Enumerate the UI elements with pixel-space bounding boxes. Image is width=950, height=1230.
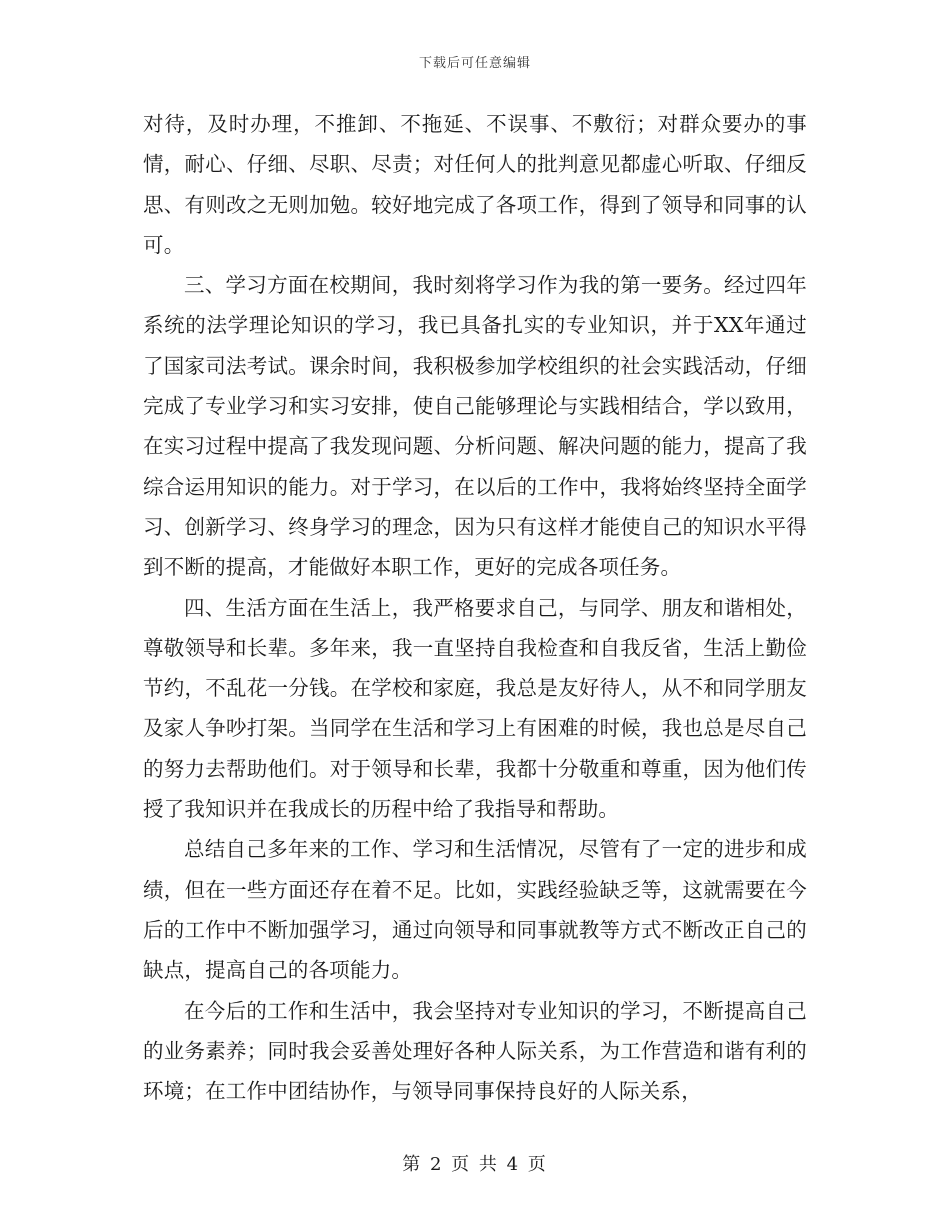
document-body xyxy=(143,104,807,1111)
paragraph-study: 三、学习方面在校期间，我时刻将学习作为我的第一要务。经过四年系统的法学理论知识的学习，我已具备扎实的专业知识，并于XX年通过了国家司法考试。课余时间，我积极参加学校组织的社会实践活动，仔细完成了专业学习和实习安排，使自己能够理论与实践相结合，学以致用，在实习过程中提高了我发现问题、分析问题、解决问题的能力，提高了我综合运用知识的能力。对于学习，在以后的工作中，我将始终坚持全面学习、创新学习、终身学习的理念，因为只有这样才能使自己的知识水平得到不断的提高，才能做好本职工作，更好的完成各项任务。 xyxy=(143,273,807,580)
page-number-footer: 第 2 页 共 4 页 xyxy=(402,1154,548,1175)
paragraph-future: 在今后的工作和生活中，我会坚持对专业知识的学习，不断提高自己的业务素养；同时我会妥善处理好各种人际关系，为工作营造和谐有利的环境；在工作中团结协作，与领导同事保持良好的人际关系， xyxy=(143,998,807,1104)
paragraph-continued: 对待，及时办理，不推卸、不拖延、不误事、不敷衍；对群众要办的事情，耐心、仔细、尽职、尽责；对任何人的批判意见都虚心听取、仔细反思、有则改之无则加勉。较好地完成了各项工作，得到了领导和同事的认可。 xyxy=(143,112,807,257)
paragraph-summary: 总结自己多年来的工作、学习和生活情况，尽管有了一定的进步和成绩，但在一些方面还存在着不足。比如，实践经验缺乏等，这就需要在今后的工作中不断加强学习，通过向领导和同事就教等方式不断改正自己的缺点，提高自己的各项能力。 xyxy=(143,837,807,983)
page-header: 下载后可任意编辑 xyxy=(418,56,531,71)
paragraph-life: 四、生活方面在生活上，我严格要求自己，与同学、朋友和谐相处，尊敬领导和长辈。多年来，我一直坚持自我检查和自我反省，生活上勤俭节约，不乱花一分钱。在学校和家庭，我总是友好待人，从不和同学朋友及家人争吵打架。当同学在生活和学习上有困难的时候，我也总是尽自己的努力去帮助他们。对于领导和长辈，我都十分敬重和尊重，因为他们传授了我知识并在我成长的历程中给了我指导和帮助。 xyxy=(143,595,807,822)
